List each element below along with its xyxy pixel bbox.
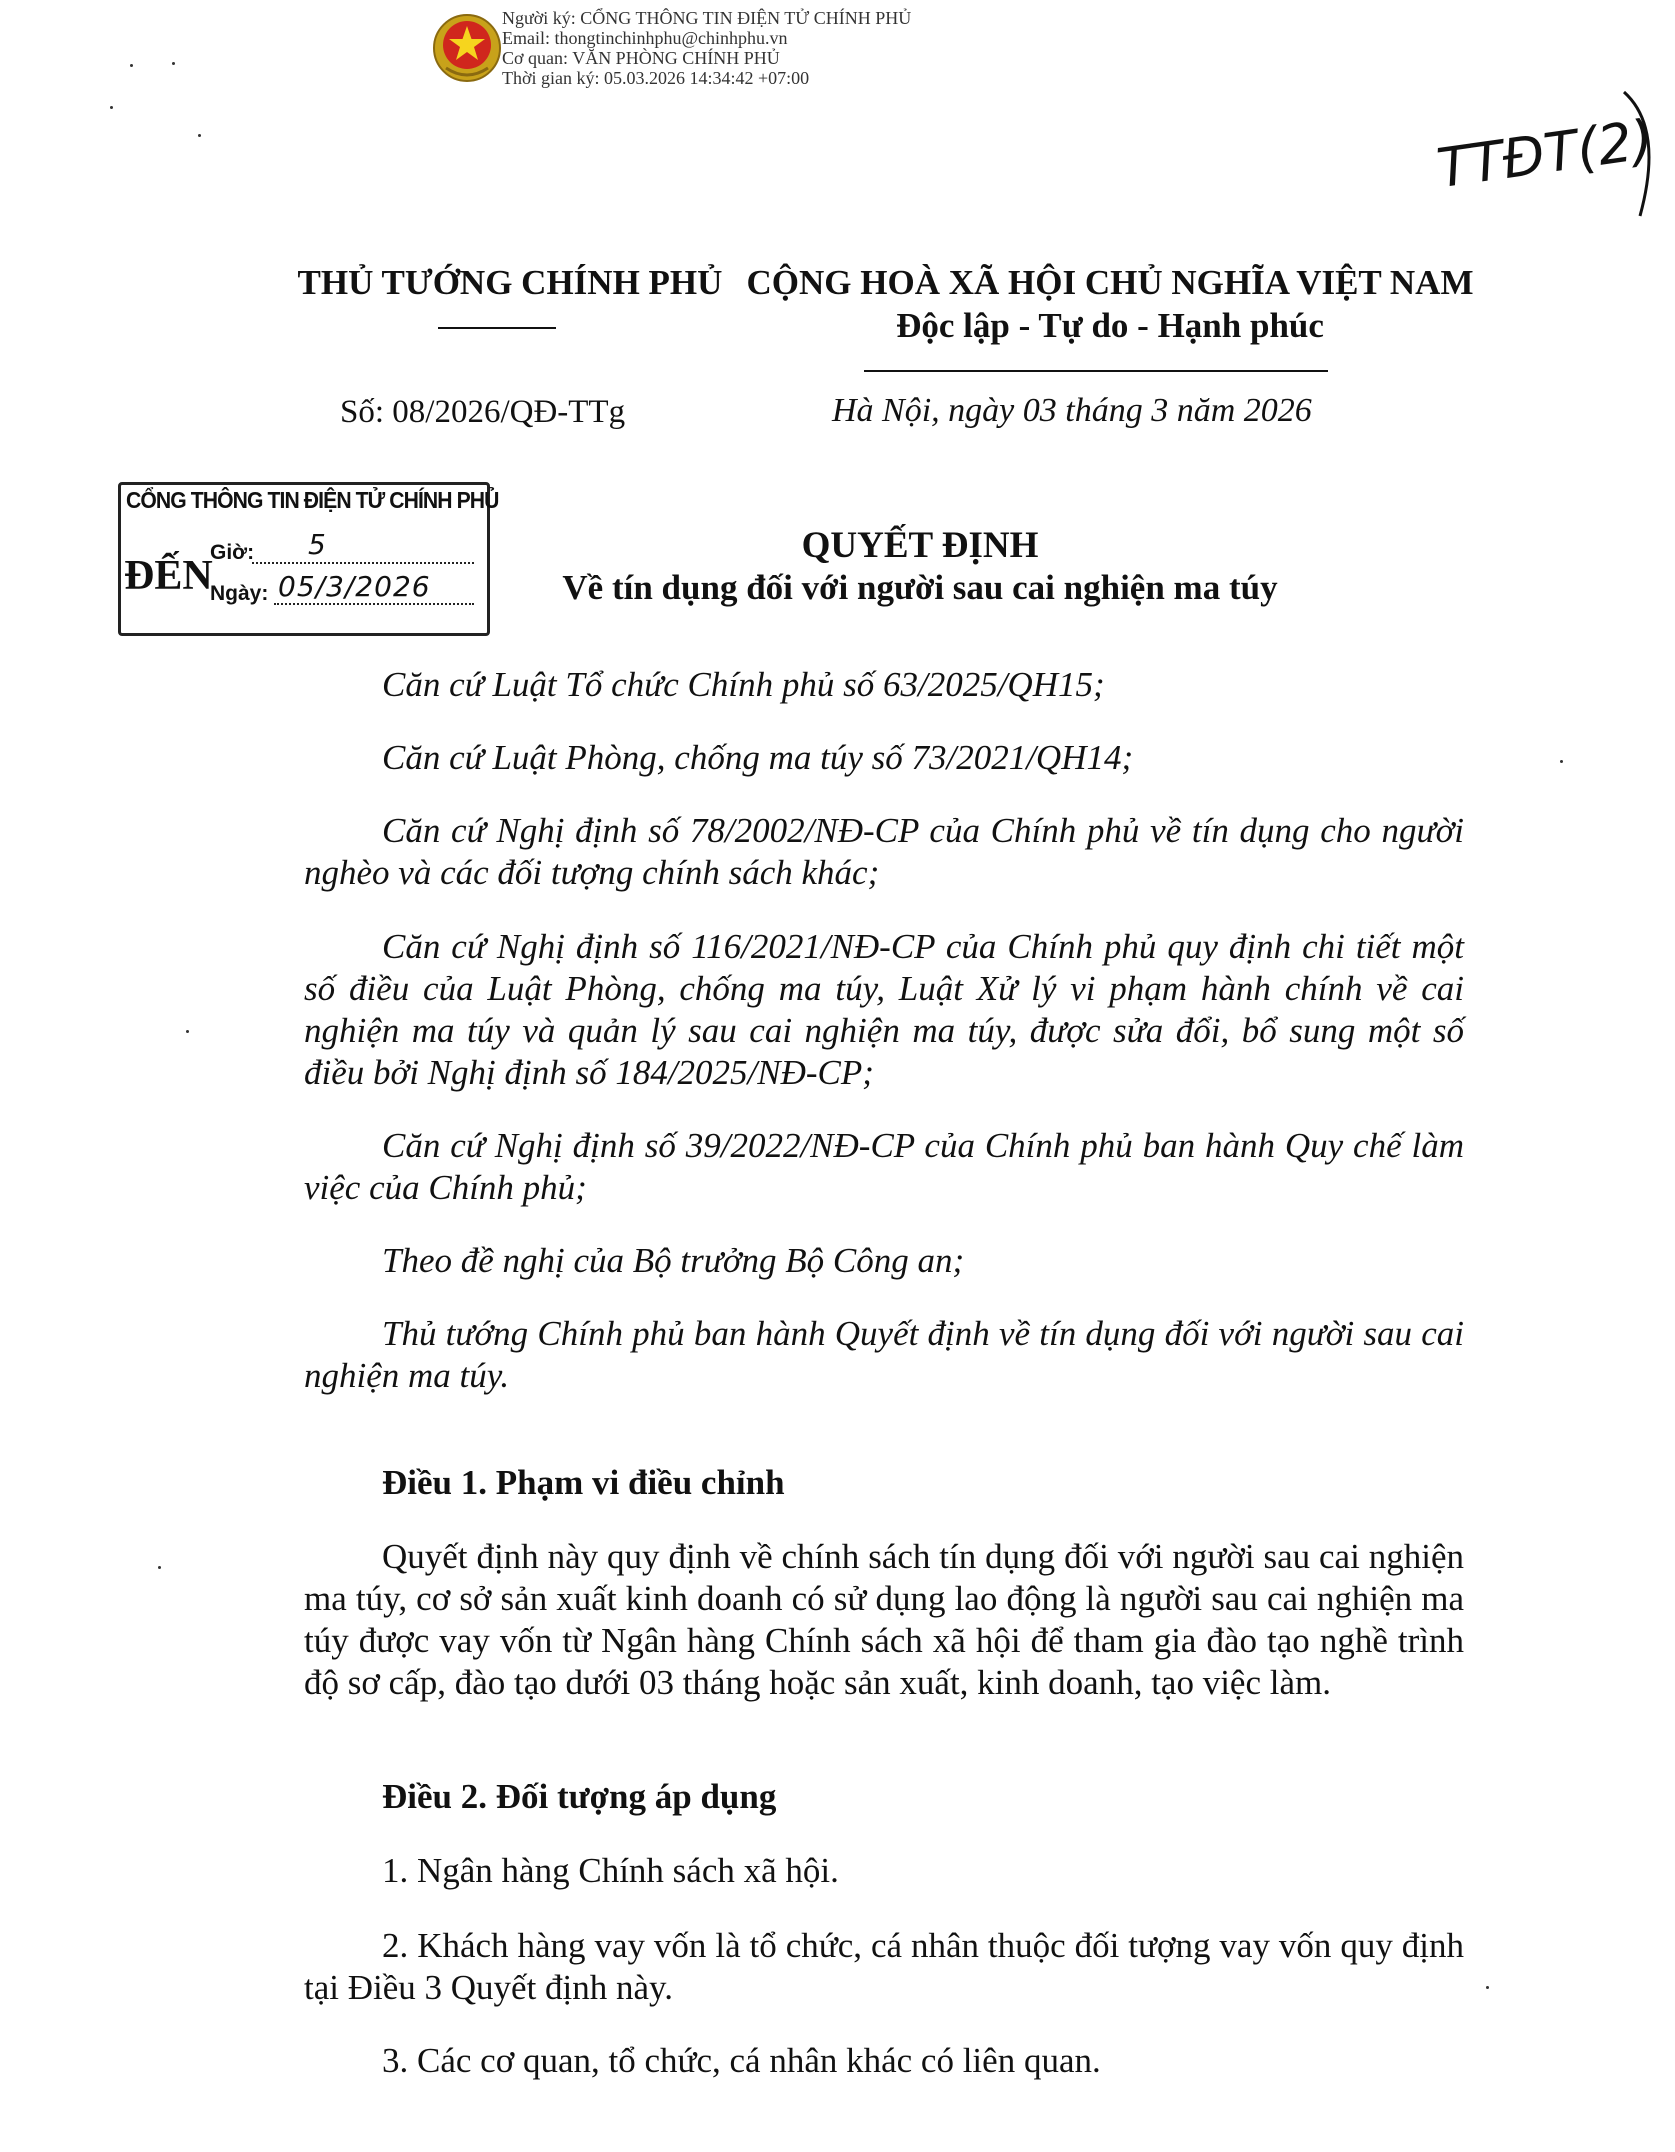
issuer-name: THỦ TƯỚNG CHÍNH PHỦ (297, 263, 723, 302)
scan-speck (172, 62, 175, 65)
scan-speck (198, 134, 201, 137)
preamble-line: Căn cứ Luật Phòng, chống ma túy số 73/2021/QH14; (382, 738, 1134, 777)
article-2-item: 1. Ngân hàng Chính sách xã hội. (382, 1851, 839, 1890)
article-2-item: 3. Các cơ quan, tổ chức, cá nhân khác có liên quan. (382, 2041, 1101, 2080)
article-2-heading: Điều 2. Đối tượng áp dụng (382, 1777, 777, 1816)
stamp-hour-line (252, 562, 474, 564)
stamp-date-label: Ngày: (210, 582, 269, 605)
document-number: Số: 08/2026/QĐ-TTg (340, 394, 626, 430)
article-1-heading: Điều 1. Phạm vi điều chỉnh (382, 1463, 785, 1502)
signature-time: Thời gian ký: 05.03.2026 14:34:42 +07:00 (502, 68, 810, 88)
issuer-divider (438, 327, 556, 329)
scan-speck (130, 64, 133, 67)
stamp-date-value: 05/3/2026 (278, 570, 431, 603)
stamp-hour-value: 5 (308, 528, 326, 561)
handwritten-note (1432, 88, 1662, 238)
article-2-item: 2. Khách hàng vay vốn là tổ chức, cá nhân thuộc đối tượng vay vốn quy định tại Điều 3 Quyết định này. (304, 1926, 1464, 2007)
handwritten-note-text: TTĐT(2) (1433, 107, 1658, 201)
preamble-line: Căn cứ Nghị định số 39/2022/NĐ-CP của Chính phủ ban hành Quy chế làm việc của Chính phủ; (304, 1126, 1464, 1207)
preamble-line: Căn cứ Nghị định số 78/2002/NĐ-CP của Chính phủ về tín dụng cho người nghèo và các đối tượng chính sách khác; (304, 811, 1464, 892)
scan-speck (158, 1566, 161, 1569)
motto-divider (864, 370, 1328, 372)
preamble-line: Theo đề nghị của Bộ trưởng Bộ Công an; (382, 1241, 965, 1280)
signature-agency: Cơ quan: VĂN PHÒNG CHÍNH PHỦ (502, 48, 780, 68)
scan-speck (110, 106, 113, 109)
signature-email: Email: thongtinchinhphu@chinhphu.vn (502, 28, 788, 48)
preamble-line: Thủ tướng Chính phủ ban hành Quyết định về tín dụng đối với người sau cai nghiện ma túy. (304, 1314, 1464, 1395)
article-1-text: Quyết định này quy định về chính sách tín dụng đối với người sau cai nghiện ma túy, cơ sở sản xuất kinh doanh có sử dụng lao động là người sau cai nghiện ma túy được vay vốn từ Ngân hàng Chính sách xã hội để tham gia đào tạo nghề trình độ sơ cấp, đào tạo dưới 03 tháng hoặc sản xuất, kinh doanh, tạo việc làm. (304, 1537, 1464, 1702)
stamp-heading: CỔNG THÔNG TIN ĐIỆN TỬ CHÍNH PHỦ (126, 487, 499, 513)
preamble-line: Căn cứ Luật Tổ chức Chính phủ số 63/2025/QH15; (382, 665, 1105, 704)
stamp-den-label: ĐẾN (124, 553, 213, 599)
national-emblem-seal (432, 12, 502, 86)
stamp-hour-label: Giờ: (210, 541, 255, 564)
preamble-line: Căn cứ Nghị định số 116/2021/NĐ-CP của Chính phủ quy định chi tiết một số điều của Luật Phòng, chống ma túy, Luật Xử lý vi phạm hành chính về cai nghiện ma túy và quản lý sau cai nghiện ma túy, được sửa đổi, bổ sung một số điều bởi Nghị định số 184/2025/NĐ-CP; (304, 927, 1464, 1092)
scan-speck (1486, 1986, 1489, 1989)
scan-speck (1560, 760, 1563, 763)
document-title: QUYẾT ĐỊNH (801, 525, 1039, 566)
signature-signer: Người ký: CỔNG THÔNG TIN ĐIỆN TỬ CHÍNH PHỦ (502, 8, 912, 28)
document-subtitle: Về tín dụng đối với người sau cai nghiện ma túy (562, 568, 1278, 607)
digital-signature-info (502, 8, 911, 88)
stamp-date-line (274, 603, 474, 605)
national-motto: Độc lập - Tự do - Hạnh phúc (896, 306, 1324, 345)
place-date: Hà Nội, ngày 03 tháng 3 năm 2026 (832, 392, 1312, 429)
scan-speck (186, 1030, 189, 1033)
nation-name: CỘNG HOÀ XÃ HỘI CHỦ NGHĨA VIỆT NAM (746, 263, 1474, 302)
